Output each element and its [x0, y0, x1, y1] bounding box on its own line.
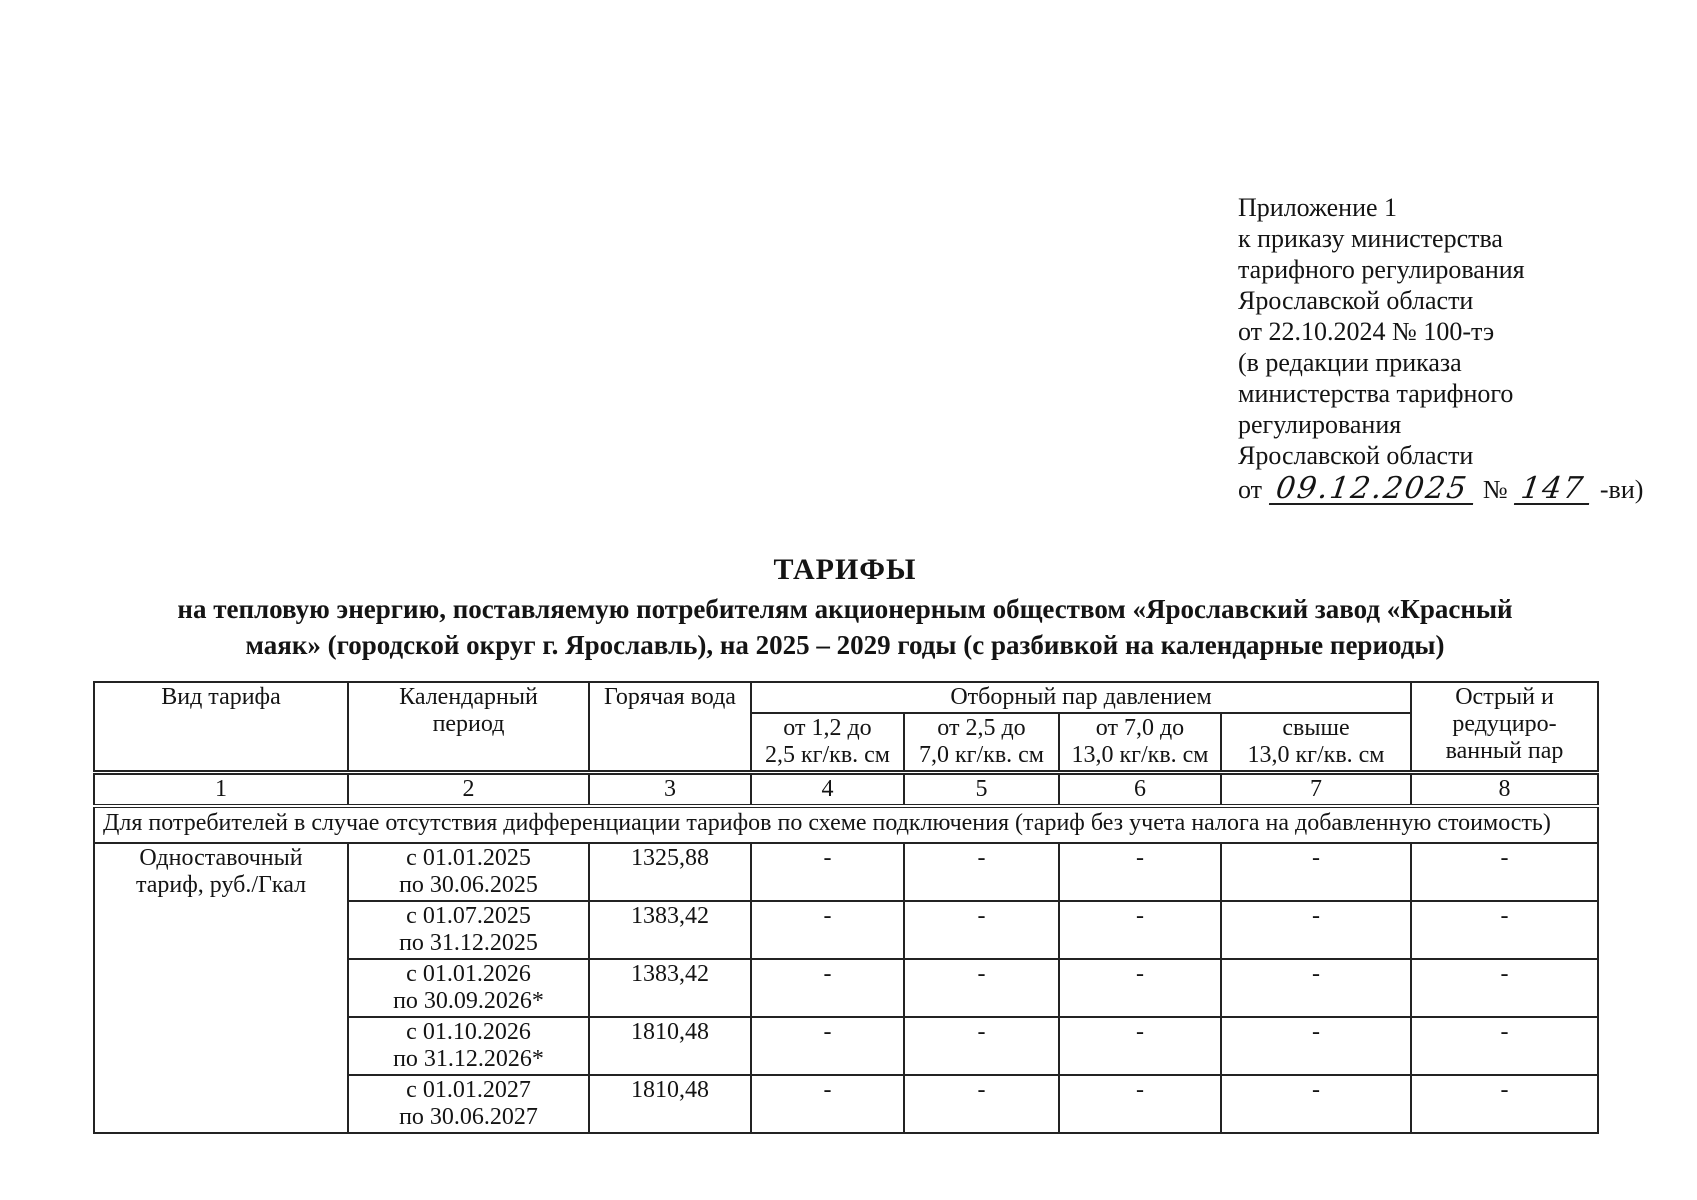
period-line: с 01.10.2026 — [406, 1019, 531, 1045]
cell-dash: - — [904, 843, 1059, 901]
cell-dash: - — [751, 901, 904, 959]
appendix-line: к приказу министерства — [1238, 224, 1503, 253]
cell-dash: - — [1411, 959, 1598, 1017]
amendment-suffix: -ви) — [1599, 475, 1644, 504]
period-line: с 01.01.2026 — [406, 961, 531, 987]
cell-hot-water-value: 1383,42 — [589, 959, 751, 1017]
appendix-reference-block — [1238, 192, 1658, 505]
cell-hot-water-value: 1810,48 — [589, 1075, 751, 1133]
group-label-line: Одноставочный — [139, 845, 303, 871]
cell-hot-water-value: 1810,48 — [589, 1017, 751, 1075]
header-line: ванный пар — [1445, 738, 1564, 764]
tariff-table — [93, 681, 1599, 1134]
cell-dash: - — [751, 959, 904, 1017]
cell-tariff-type — [94, 843, 348, 1133]
period-line: с 01.01.2025 — [406, 845, 531, 871]
cell-hot-water-value: 1325,88 — [589, 843, 751, 901]
handwritten-order-number: 147 — [1514, 475, 1593, 505]
cell-dash: - — [1059, 901, 1221, 959]
cell-dash: - — [1059, 959, 1221, 1017]
header-line: 2,5 кг/кв. см — [764, 742, 890, 768]
appendix-line-amendment — [1238, 471, 1658, 506]
period-line: по 30.09.2026* — [393, 988, 544, 1014]
cell-dash: - — [751, 1017, 904, 1075]
subtitle-line: на тепловую энергию, поставляемую потребителям акционерным обществом «Ярославский завод «Красный — [177, 594, 1513, 624]
col-header-calendar-period — [348, 682, 589, 773]
cell-dash: - — [1411, 901, 1598, 959]
cell-period — [348, 959, 589, 1017]
col-header-steam-2-7 — [904, 713, 1059, 773]
period-line: с 01.01.2027 — [406, 1077, 531, 1103]
header-line: период — [432, 711, 505, 737]
col-header-steam-group: Отборный пар давлением — [751, 682, 1411, 713]
cell-dash: - — [1221, 959, 1411, 1017]
amendment-prefix: от — [1238, 475, 1263, 504]
cell-dash: - — [1411, 1075, 1598, 1133]
cell-period — [348, 901, 589, 959]
section-note: Для потребителей в случае отсутствия дифференциации тарифов по схеме подключения (тариф без учета налога на добавленную стоимость) — [94, 806, 1598, 843]
header-line: свыше — [1282, 715, 1350, 741]
col-header-hot-water: Горячая вода — [589, 682, 751, 773]
appendix-line: Приложение 1 — [1238, 193, 1398, 222]
column-number: 1 — [94, 773, 348, 807]
header-line: Календарный — [399, 684, 538, 710]
col-header-sharp-steam — [1411, 682, 1598, 773]
section-note-row — [94, 806, 1598, 843]
column-number-row — [94, 773, 1598, 807]
cell-dash: - — [1221, 1017, 1411, 1075]
column-number: 6 — [1059, 773, 1221, 807]
cell-dash: - — [1059, 1017, 1221, 1075]
group-label-line: тариф, руб./Гкал — [135, 872, 307, 898]
cell-dash: - — [904, 1017, 1059, 1075]
appendix-line: Ярославской области — [1238, 286, 1474, 315]
cell-dash: - — [1221, 901, 1411, 959]
cell-dash: - — [1059, 843, 1221, 901]
cell-dash: - — [1059, 1075, 1221, 1133]
cell-dash: - — [1411, 843, 1598, 901]
handwritten-date: 09.12.2025 — [1268, 475, 1476, 505]
header-line: от 1,2 до — [783, 715, 872, 741]
cell-hot-water-value: 1383,42 — [589, 901, 751, 959]
header-line: 13,0 кг/кв. см — [1071, 742, 1209, 768]
appendix-line: (в редакции приказа — [1238, 348, 1462, 377]
header-line: от 2,5 до — [937, 715, 1026, 741]
col-header-steam-7-13 — [1059, 713, 1221, 773]
period-line: по 31.12.2026* — [393, 1046, 544, 1072]
period-line: по 30.06.2025 — [399, 872, 538, 898]
header-line: 13,0 кг/кв. см — [1247, 742, 1385, 768]
cell-dash: - — [751, 843, 904, 901]
appendix-line: тарифного регулирования — [1238, 255, 1525, 284]
subtitle-line: маяк» (городской округ г. Ярославль), на 2025 – 2029 годы (с разбивкой на календарные периоды) — [245, 630, 1445, 660]
document-subtitle — [93, 591, 1597, 663]
cell-dash: - — [904, 1075, 1059, 1133]
col-header-tariff-type: Вид тарифа — [94, 682, 348, 773]
cell-period — [348, 1017, 589, 1075]
appendix-line: министерства тарифного — [1238, 379, 1514, 408]
cell-period — [348, 1075, 589, 1133]
cell-dash: - — [1411, 1017, 1598, 1075]
col-header-steam-over-13 — [1221, 713, 1411, 773]
header-line: редуциро- — [1452, 711, 1557, 737]
header-row-1 — [94, 682, 1598, 713]
cell-dash: - — [1221, 843, 1411, 901]
appendix-line: Ярославской области — [1238, 441, 1474, 470]
appendix-line: регулирования — [1238, 410, 1402, 439]
header-line: от 7,0 до — [1095, 715, 1185, 741]
cell-period — [348, 843, 589, 901]
document-title-block — [93, 553, 1597, 663]
column-number: 4 — [751, 773, 904, 807]
period-line: с 01.07.2025 — [406, 903, 531, 929]
header-line: Острый и — [1455, 684, 1554, 710]
column-number: 5 — [904, 773, 1059, 807]
cell-dash: - — [904, 959, 1059, 1017]
cell-dash: - — [904, 901, 1059, 959]
column-number: 3 — [589, 773, 751, 807]
period-line: по 31.12.2025 — [399, 930, 538, 956]
column-number: 8 — [1411, 773, 1598, 807]
table-row — [94, 843, 1598, 901]
amendment-number-sign: № — [1482, 475, 1508, 504]
header-line: 7,0 кг/кв. см — [918, 742, 1044, 768]
column-number: 2 — [348, 773, 589, 807]
appendix-line: от 22.10.2024 № 100-тэ — [1238, 317, 1495, 346]
document-title: ТАРИФЫ — [773, 553, 917, 586]
cell-dash: - — [1221, 1075, 1411, 1133]
period-line: по 30.06.2027 — [399, 1104, 538, 1130]
col-header-steam-1-2 — [751, 713, 904, 773]
column-number: 7 — [1221, 773, 1411, 807]
cell-dash: - — [751, 1075, 904, 1133]
